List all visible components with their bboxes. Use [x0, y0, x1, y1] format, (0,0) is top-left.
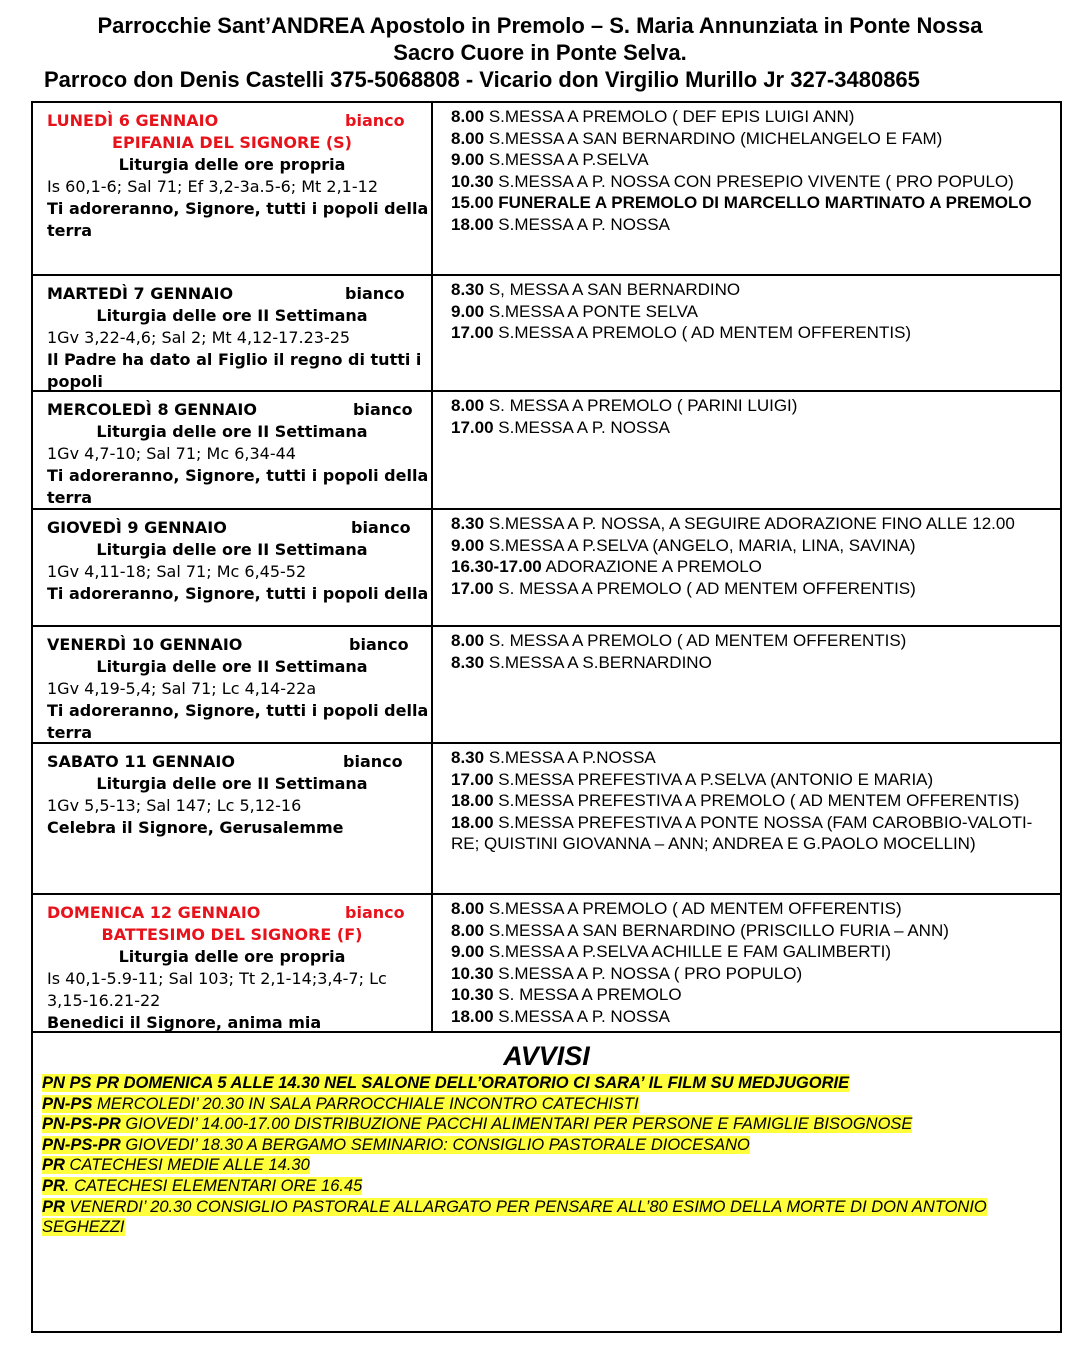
mass-time: 9.00 [451, 942, 485, 961]
mass-description: S. MESSA A PREMOLO ( AD MENTEM OFFERENTIS) [498, 578, 916, 598]
mass-time: 17.00 [451, 769, 494, 789]
mass-time: 8.00 [451, 920, 485, 940]
feast-name: EPIFANIA DEL SIGNORE (S) [112, 133, 352, 152]
mass-description: S.MESSA A S.BERNARDINO [488, 652, 712, 672]
liturgy-cell [33, 510, 433, 625]
schedule-table [31, 101, 1062, 1333]
day-heading [47, 110, 431, 132]
mass-time: 16.30-17.00 [451, 557, 542, 576]
mass-description: S.MESSA PREFESTIVA A PONTE NOSSA (FAM CAROBBIO-VALOTI-RE; QUISTINI GIOVANNA – ANN; ANDREA E G.PAOLO MOCELLIN) [451, 812, 1033, 853]
day-heading [47, 517, 431, 539]
mass-description: S, MESSA A SAN BERNARDINO [488, 280, 741, 299]
mass-description: S. MESSA A PREMOLO ( PARINI LUIGI) [488, 396, 798, 415]
mass-time: 8.30 [451, 514, 485, 533]
liturgy-hours: Liturgia delle ore II Settimana [96, 306, 368, 325]
mass-entry [451, 106, 1060, 128]
mass-description: S.MESSA A P.NOSSA [488, 748, 656, 767]
mass-description: ADORAZIONE A PREMOLO [545, 557, 762, 576]
mass-description: S.MESSA PREFESTIVA A P.SELVA (ANTONIO E MARIA) [498, 769, 934, 789]
day-row [33, 276, 1060, 392]
day-name: VENERDÌ 10 GENNAIO [47, 635, 243, 654]
mass-entry [451, 963, 1060, 985]
parish-header [0, 12, 1080, 93]
day-name: MARTEDÌ 7 GENNAIO [47, 284, 234, 303]
liturgical-color: bianco [345, 111, 405, 130]
liturgy-cell [33, 627, 433, 742]
mass-entry [451, 192, 1060, 214]
day-row [33, 627, 1060, 744]
readings: 1Gv 4,11-18; Sal 71; Mc 6,45-52 [47, 562, 307, 581]
mass-description: S.MESSA A P. NOSSA [498, 214, 670, 234]
mass-entry [451, 578, 1060, 600]
notice-item [42, 1155, 1042, 1176]
liturgy-cell [33, 895, 433, 1031]
mass-time: 8.00 [451, 396, 485, 415]
mass-entry [451, 301, 1060, 323]
notice-highlight [42, 1074, 849, 1092]
mass-description: S.MESSA A PREMOLO ( AD MENTEM OFFERENTIS) [488, 899, 902, 918]
mass-entry [451, 535, 1060, 557]
mass-entry [451, 149, 1060, 171]
mass-entry [451, 513, 1060, 535]
avvisi-title: AVVISI [503, 1041, 590, 1071]
readings: Is 60,1-6; Sal 71; Ef 3,2-3a.5-6; Mt 2,1-12 [47, 177, 378, 196]
mass-time: 8.30 [451, 748, 485, 767]
notice-text: CATECHESI MEDIE ALLE 14.30 [64, 1156, 310, 1175]
liturgical-color: bianco [345, 284, 405, 303]
header-line-1: Parrocchie Sant’ANDREA Apostolo in Premolo – S. Maria Annunziata in Ponte Nossa [97, 13, 983, 38]
mass-description: S.MESSA A P. NOSSA [498, 1006, 670, 1026]
feast-name: BATTESIMO DEL SIGNORE (F) [101, 925, 363, 944]
notice-parish-code: PN-PS-PR [42, 1115, 121, 1134]
mass-description: S.MESSA A PREMOLO ( DEF EPIS LUIGI ANN) [488, 107, 855, 126]
day-heading [47, 751, 431, 773]
notice-parish-code: PR [42, 1197, 65, 1216]
mass-entry [451, 556, 1060, 578]
day-heading [47, 902, 431, 924]
masses-cell [433, 744, 1060, 896]
day-heading [47, 283, 431, 305]
mass-description: S.MESSA A PREMOLO ( AD MENTEM OFFERENTIS) [498, 323, 912, 342]
masses-cell [433, 627, 1060, 745]
notice-item [42, 1135, 1042, 1156]
notice-highlight [42, 1115, 912, 1133]
notice-parish-code: PN PS PR DOMENICA 5 ALLE 14.30 NEL SALONE DELL’ORATORIO CI SARA’ IL FILM SU MEDJUGORIE [42, 1074, 850, 1092]
mass-description: S.MESSA A P. NOSSA ( PRO POPULO) [498, 963, 803, 983]
mass-description: FUNERALE A PREMOLO DI MARCELLO MARTINATO A PREMOLO [498, 193, 1032, 212]
notice-text: GIOVEDI’ 14.00-17.00 DISTRIBUZIONE PACCHI ALIMENTARI PER PERSONE E FAMIGLIE BISOGNOSE [120, 1115, 913, 1134]
psalm-response: Ti adoreranno, Signore, tutti i popoli della [47, 584, 429, 603]
psalm-response: Il Padre ha dato al Figlio il regno di tutti i popoli [47, 350, 422, 390]
liturgy-cell [33, 103, 433, 274]
mass-entry [451, 920, 1060, 942]
liturgy-hours: Liturgia delle ore II Settimana [96, 540, 368, 559]
notice-parish-code: PN-PS [42, 1094, 93, 1113]
liturgy-hours: Liturgia delle ore II Settimana [96, 774, 368, 793]
day-name: DOMENICA 12 GENNAIO [47, 903, 261, 922]
mass-description: S.MESSA A SAN BERNARDINO (PRISCILLO FURIA – ANN) [488, 920, 949, 940]
mass-entry [451, 984, 1060, 1006]
psalm-response: Benedici il Signore, anima mia [47, 1013, 322, 1031]
liturgy-hours: Liturgia delle ore propria [118, 155, 346, 174]
notice-highlight [42, 1156, 310, 1174]
mass-entry [451, 790, 1060, 812]
day-name: MERCOLEDÌ 8 GENNAIO [47, 400, 257, 419]
masses-cell [433, 276, 1060, 393]
liturgical-color: bianco [345, 903, 405, 922]
mass-time: 9.00 [451, 150, 485, 169]
mass-description: S.MESSA A P. NOSSA [498, 417, 670, 437]
mass-description: S.MESSA PREFESTIVA A PREMOLO ( AD MENTEM OFFERENTIS) [498, 791, 1020, 810]
mass-description: S. MESSA A PREMOLO [498, 985, 682, 1004]
notice-text: . CATECHESI ELEMENTARI ORE 16.45 [64, 1176, 363, 1195]
liturgy-cell [33, 392, 433, 508]
psalm-response: Ti adoreranno, Signore, tutti i popoli della terra [47, 199, 429, 240]
notice-item [42, 1094, 1042, 1115]
day-heading [47, 634, 431, 656]
mass-entry [451, 417, 1060, 439]
day-row [33, 895, 1060, 1033]
notice-highlight [42, 1095, 639, 1113]
liturgical-color: bianco [353, 400, 413, 419]
notice-parish-code: PN-PS-PR [42, 1135, 121, 1154]
mass-time: 17.00 [451, 578, 494, 598]
notice-text: GIOVEDI’ 18.30 A BERGAMO SEMINARIO: CONSIGLIO PASTORALE DIOCESANO [120, 1135, 750, 1154]
day-name: GIOVEDÌ 9 GENNAIO [47, 518, 227, 537]
day-row [33, 744, 1060, 895]
notice-highlight [42, 1198, 987, 1237]
mass-entry [451, 322, 1060, 344]
mass-entry [451, 812, 1060, 855]
day-name: SABATO 11 GENNAIO [47, 752, 235, 771]
mass-description: S.MESSA A P. NOSSA, A SEGUIRE ADORAZIONE FINO ALLE 12.00 [488, 514, 1015, 533]
mass-time: 17.00 [451, 323, 494, 342]
readings: 1Gv 4,19-5,4; Sal 71; Lc 4,14-22a [47, 679, 317, 698]
psalm-response: Celebra il Signore, Gerusalemme [47, 818, 344, 837]
mass-time: 8.30 [451, 652, 485, 672]
day-row [33, 392, 1060, 510]
mass-time: 8.00 [451, 128, 485, 148]
readings: 1Gv 5,5-13; Sal 147; Lc 5,12-16 [47, 796, 302, 815]
notice-item [42, 1197, 1042, 1238]
notice-highlight [42, 1136, 750, 1154]
mass-time: 10.30 [451, 985, 494, 1004]
liturgy-hours: Liturgia delle ore II Settimana [96, 422, 368, 441]
mass-entry [451, 1006, 1060, 1028]
day-heading [47, 399, 431, 421]
notice-item [42, 1176, 1042, 1197]
header-line-2: Sacro Cuore in Ponte Selva. [393, 40, 687, 65]
readings: Is 40,1-5.9-11; Sal 103; Tt 2,1-14;3,4-7; Lc 3,15-16.21-22 [47, 969, 387, 1010]
notice-text: VENERDI’ 20.30 CONSIGLIO PASTORALE ALLARGATO PER PENSARE ALL’80 ESIMO DELLA MORTE DI DON ANTONIO SEGHEZZI [42, 1197, 987, 1237]
mass-entry [451, 747, 1060, 769]
liturgy-cell [33, 744, 433, 893]
mass-entry [451, 630, 1060, 652]
mass-time: 18.00 [451, 1006, 494, 1026]
notice-highlight [42, 1177, 362, 1195]
liturgical-color: bianco [349, 635, 409, 654]
readings: 1Gv 4,7-10; Sal 71; Mc 6,34-44 [47, 444, 296, 463]
mass-time: 9.00 [451, 535, 485, 555]
mass-description: S.MESSA A P.SELVA (ANGELO, MARIA, LINA, SAVINA) [488, 535, 916, 555]
avvisi-list [42, 1073, 1042, 1238]
mass-entry [451, 214, 1060, 236]
mass-time: 18.00 [451, 812, 494, 832]
mass-time: 8.30 [451, 280, 485, 299]
mass-entry [451, 171, 1060, 193]
liturgy-hours: Liturgia delle ore II Settimana [96, 657, 368, 676]
mass-entry [451, 128, 1060, 150]
mass-description: S.MESSA A P.SELVA [488, 150, 649, 169]
mass-time: 8.00 [451, 899, 485, 918]
notice-item [42, 1073, 1042, 1094]
notice-parish-code: PR [42, 1176, 65, 1195]
mass-description: S.MESSA A P.SELVA ACHILLE E FAM GALIMBERTI) [488, 942, 892, 961]
psalm-response: Ti adoreranno, Signore, tutti i popoli della terra [47, 701, 429, 742]
liturgy-cell [33, 276, 433, 390]
liturgical-color: bianco [351, 518, 411, 537]
notice-item [42, 1114, 1042, 1135]
mass-time: 9.00 [451, 301, 485, 321]
mass-entry [451, 769, 1060, 791]
masses-cell [433, 510, 1060, 628]
liturgical-color: bianco [343, 752, 403, 771]
mass-description: S.MESSA A SAN BERNARDINO (MICHELANGELO E FAM) [488, 128, 943, 148]
mass-time: 8.00 [451, 631, 485, 650]
header-line-3: Parroco don Denis Castelli 375-5068808 - Vicario don Virgilio Murillo Jr 327-3480865 [44, 67, 920, 92]
notice-parish-code: PR [42, 1156, 65, 1175]
mass-description: S.MESSA A P. NOSSA CON PRESEPIO VIVENTE ( PRO POPULO) [498, 171, 1014, 191]
mass-entry [451, 941, 1060, 963]
mass-time: 8.00 [451, 107, 485, 126]
mass-time: 18.00 [451, 791, 494, 810]
day-name: LUNEDÌ 6 GENNAIO [47, 111, 219, 130]
readings: 1Gv 3,22-4,6; Sal 2; Mt 4,12-17.23-25 [47, 328, 351, 347]
mass-time: 10.30 [451, 171, 494, 191]
mass-time: 18.00 [451, 214, 494, 234]
mass-entry [451, 652, 1060, 674]
mass-entry [451, 279, 1060, 301]
masses-cell [433, 103, 1060, 277]
mass-time: 10.30 [451, 963, 494, 983]
day-row [33, 510, 1060, 627]
psalm-response: Ti adoreranno, Signore, tutti i popoli della terra [47, 466, 429, 507]
mass-description: S. MESSA A PREMOLO ( AD MENTEM OFFERENTIS) [488, 631, 907, 650]
mass-description: S.MESSA A PONTE SELVA [488, 301, 698, 321]
day-row [33, 103, 1060, 276]
masses-cell [433, 392, 1060, 511]
notice-text: MERCOLEDI’ 20.30 IN SALA PARROCCHIALE INCONTRO CATECHISTI [92, 1094, 639, 1113]
mass-time: 15.00 [451, 193, 494, 212]
mass-time: 17.00 [451, 417, 494, 437]
mass-entry [451, 395, 1060, 417]
mass-entry [451, 898, 1060, 920]
masses-cell [433, 895, 1060, 1034]
liturgy-hours: Liturgia delle ore propria [118, 947, 346, 966]
